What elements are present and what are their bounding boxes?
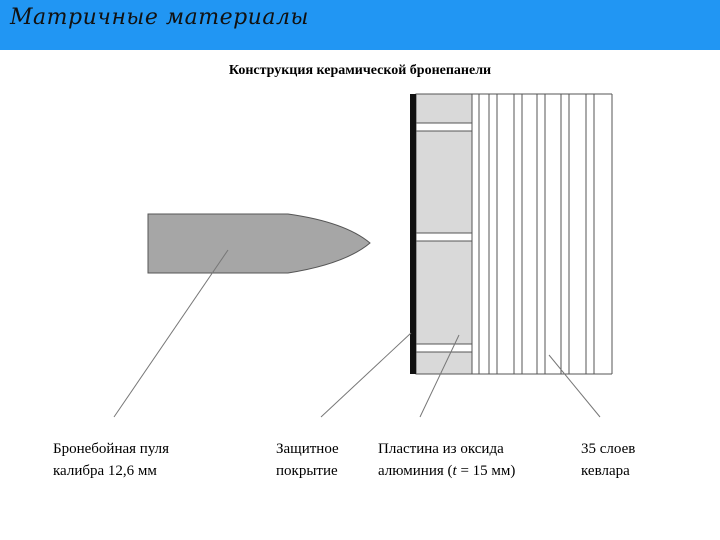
leader-lines [114,250,600,417]
protective-coating [410,94,416,374]
kevlar-layers [472,94,612,374]
label-kevlar: 35 слоев кевлара [581,441,636,479]
label-coating: Защитное покрытие [276,441,339,479]
leader-kevlar [549,355,600,417]
label-plate: Пластина из оксида алюминия (t = 15 мм) [378,441,516,479]
label-bullet: Бронебойная пуля калибра 12,6 мм [53,441,170,479]
slide-title: Матричные материалы [10,5,309,30]
bullet-shape [148,214,370,273]
leader-coating [321,333,411,417]
diagram-title: Конструкция керамической бронепанели [228,63,492,78]
leader-bullet [114,250,228,417]
